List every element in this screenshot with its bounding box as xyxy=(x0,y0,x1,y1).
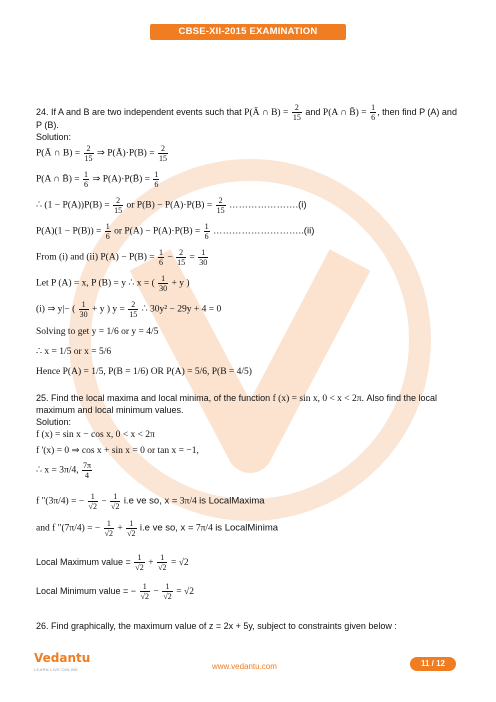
q24-step-9: ∴ x = 1/5 or x = 5/6 xyxy=(36,347,112,357)
q25-local-min: Local Minimum value = − $\frac{1}{√2}$ − $\frac{1}{√2}$ = √2 xyxy=(36,582,194,601)
q24-answer: Hence P(A) = 1/5, P(B = 1/6) OR P(A) = 5/6, P(B = 4/5) xyxy=(36,367,252,377)
q24-statement: 24. If A and B are two independent events such that P(Ā ∩ B) = $\frac{2}{15}$ and P(A ∩ B̄) = $\frac{1}{6}$ , then find P (A) and xyxy=(36,103,457,122)
q24-statement-cont: P (B). xyxy=(36,120,59,130)
q24-step-3: ∴ (1 − P(A))P(B) = $\frac{2}{15}$ or P(B) − P(A)·P(B) = $\frac{2}{15}$ ………………….(i) xyxy=(36,196,307,215)
exam-header: CBSE-XII-2015 EXAMINATION xyxy=(150,24,346,40)
vedantu-tagline: LEARN LIVE ONLINE xyxy=(34,667,79,672)
q26-statement: 26. Find graphically, the maximum value of z = 2x + 5y, subject to constraints given below : xyxy=(36,621,397,631)
q25-step-1: f (x) = sin x − cos x, 0 < x < 2π xyxy=(36,430,155,440)
q24-step-5: From (i) and (ii) P(A) − P(B) = $\frac{1}{6}$ − $\frac{2}{15}$ = $\frac{1}{30}$ xyxy=(36,248,208,267)
q24-step-6: Let P (A) = x, P (B) = y ∴ x = ( $\frac{1}{30}$ + y ) xyxy=(36,274,190,293)
vedantu-logo: Vedantu xyxy=(34,651,91,665)
page-number-badge: 11 / 12 xyxy=(410,657,456,671)
q24-step-2: P(A ∩ B̄) = $\frac{1}{6}$ ⇒ P(A)·P(B̄) = $\frac{1}{6}$ xyxy=(36,170,159,189)
q24-step-4: P(A)(1 − P(B)) = $\frac{1}{6}$ or P(A) − P(A)·P(B) = $\frac{1}{6}$ ………………………..(ii) xyxy=(36,222,315,241)
q25-statement: 25. Find the local maxima and local minima, of the function f (x) = sin x, 0 < x < 2π. Also find the local xyxy=(36,393,438,404)
q25-local-max: Local Maximum value = $\frac{1}{√2}$ + $\frac{1}{√2}$ = √2 xyxy=(36,553,189,572)
footer-url-link[interactable]: www.vedantu.com xyxy=(212,662,277,671)
q24-step-7: (i) ⇒ y|− ( $\frac{1}{30}$ + y ) y = $\frac{2}{15}$ ∴ 30y² − 29y + 4 = 0 xyxy=(36,300,222,319)
q25-step-5: and f "(7π/4) = − $\frac{1}{√2}$ + $\frac{1}{√2}$ i.e ve so, x = 7π/4 is LocalMinima xyxy=(36,519,279,538)
q24-solution-label: Solution: xyxy=(36,132,72,142)
q25-step-3: ∴ x = 3π/4, $\frac{7\pi}{4}$ xyxy=(36,461,92,480)
q25-statement-cont: maximum and local minimum values. xyxy=(36,405,184,415)
q25-solution-label: Solution: xyxy=(36,417,72,427)
q25-step-4: f "(3π/4) = − $\frac{1}{√2}$ − $\frac{1}{√2}$ i.e ve so, x = 3π/4 is LocalMaxima xyxy=(36,492,265,511)
q24-step-1: P(Ā ∩ B) = $\frac{2}{15}$ ⇒ P(Ā)·P(B) = $\frac{2}{15}$ xyxy=(36,144,167,163)
q24-step-8: Solving to get y = 1/6 or y = 4/5 xyxy=(36,327,159,337)
q25-step-2: f '(x) = 0 ⇒ cos x + sin x = 0 or tan x = −1, xyxy=(36,446,199,456)
